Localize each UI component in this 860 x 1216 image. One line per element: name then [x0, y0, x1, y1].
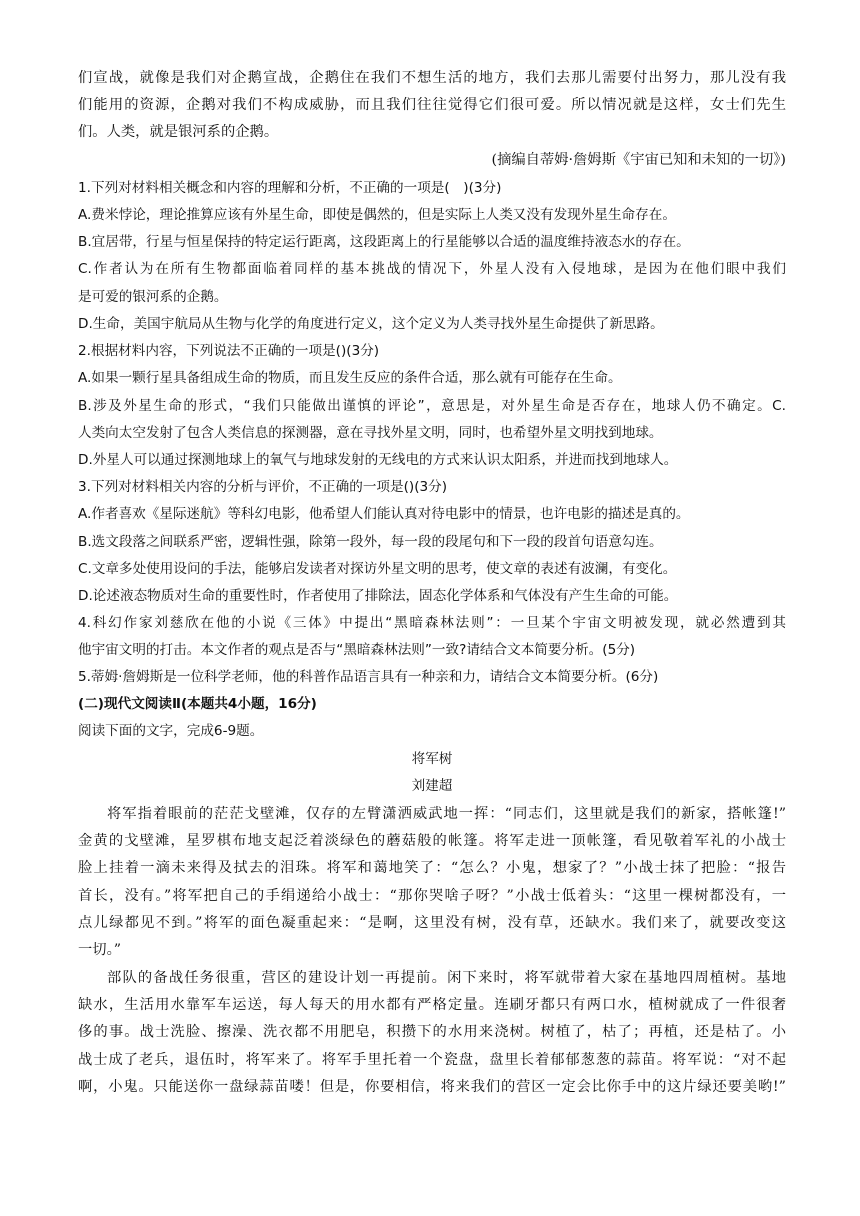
question-2-option-d: D.外星人可以通过探测地球上的氧气与地球发射的无线电的方式来认识太阳系，并进而找到地球人。 [78, 452, 678, 468]
story-line: 点儿绿都见不到。”将军的面色凝重起来：“是啊，这里没有树，没有草，还缺水。我们来了，就要改变这 [78, 915, 786, 931]
story-author: 刘建超 [411, 778, 453, 794]
question-2-option-b: B.涉及外星生命的形式，“我们只能做出谨慎的评论”，意思是，对外星生命是否存在，地球人仍不确定。C. [78, 398, 786, 414]
question-3-option-b: B.选文段落之间联系严密，逻辑性强，除第一段外，每一段的段尾句和下一段的段首句语意勾连。 [78, 534, 663, 550]
story-line: 首长，没有。”将军把自己的手绢递给小战士：“那你哭啥子呀？”小战士低着头：“这里一棵树都没有，一 [78, 888, 786, 904]
question-1-option-b: B.宜居带，行星与恒星保持的特定运行距离，这段距离上的行星能够以合适的温度维持液态水的存在。 [78, 234, 690, 250]
story-line: 侈的事。战士洗脸、擦澡、洗衣都不用肥皂，积攒下的水用来浇树。树植了，枯了；再植，还是枯了。小 [78, 1024, 786, 1040]
story-line: 缺水，生活用水靠军车运送，每人每天的用水都有严格定量。连刷牙都只有两口水，植树就成了一件很奢 [78, 997, 786, 1013]
section-heading: (二)现代文阅读Ⅱ(本题共4小题，16分) [78, 696, 317, 712]
story-line: 将军指着眼前的茫茫戈壁滩，仅存的左臂潇洒威武地一挥：“同志们，这里就是我们的新家，搭帐篷!” [107, 806, 786, 822]
question-2: 2.根据材料内容，下列说法不正确的一项是()(3分) [78, 343, 380, 359]
story-line: 一切。” [78, 942, 122, 958]
passage-line: 们宣战，就像是我们对企鹅宣战，企鹅住在我们不想生活的地方，我们去那儿需要付出努力，那儿没有我 [78, 70, 786, 86]
question-1-option-c: C.作者认为在所有生物都面临着同样的基本挑战的情况下，外星人没有入侵地球，是因为在他们眼中我们 [78, 261, 786, 277]
question-3-option-d: D.论述液态物质对生命的重要性时，作者使用了排除法，固态化学体系和气体没有产生生命的可能。 [78, 588, 678, 604]
passage-line: 们。人类，就是银河系的企鹅。 [78, 124, 279, 140]
question-3: 3.下列对材料相关内容的分析与评价，不正确的一项是()(3分) [78, 479, 448, 495]
story-title: 将军树 [411, 751, 453, 767]
story-line: 部队的备战任务很重，营区的建设计划一再提前。闲下来时，将军就带着大家在基地四周植树。基地 [107, 970, 786, 986]
question-3-option-c: C.文章多处使用设问的手法，能够启发读者对探访外星文明的思考，使文章的表述有波澜，有变化。 [78, 561, 677, 577]
question-4: 4.科幻作家刘慈欣在他的小说《三体》中提出“黑暗森林法则”：一旦某个宇宙文明被发现，就必然遭到其 [78, 615, 786, 631]
question-4-cont: 他宇宙文明的打击。本文作者的观点是否与“黑暗森林法则”一致?请结合文本简要分析。(5分) [78, 642, 636, 658]
story-line: 战士成了老兵，退伍时，将军来了。将军手里托着一个瓷盘，盘里长着郁郁葱葱的蒜苗。将军说：“对不起 [78, 1052, 786, 1068]
section-instruction: 阅读下面的文字，完成6-9题。 [78, 723, 264, 739]
question-1: 1.下列对材料相关概念和内容的理解和分析，不正确的一项是( )(3分) [78, 180, 502, 196]
story-line: 啊，小鬼。只能送你一盘绿蒜苗喽！但是，你要相信，将来我们的营区一定会比你手中的这片绿还要美哟!” [78, 1079, 786, 1095]
story-line: 脸上挂着一滴未来得及拭去的泪珠。将军和蔼地笑了：“怎么？小鬼，想家了？”小战士抹了把脸：“报告 [78, 860, 786, 876]
question-1-option-d: D.生命，美国宇航局从生物与化学的角度进行定义，这个定义为人类寻找外星生命提供了新思路。 [78, 316, 664, 332]
question-5: 5.蒂姆·詹姆斯是一位科学老师，他的科普作品语言具有一种亲和力，请结合文本简要分析。(6分) [78, 669, 659, 685]
passage-source: (摘编自蒂姆·詹姆斯《宇宙已知和未知的一切》) [491, 152, 786, 168]
question-1-option-c-cont: 是可爱的银河系的企鹅。 [78, 289, 228, 305]
question-2-option-c: 人类向太空发射了包含人类信息的探测器，意在寻找外星文明，同时，也希望外星文明找到地球。 [78, 425, 663, 441]
question-1-option-a: A.费米悖论，理论推算应该有外星生命，即使是偶然的，但是实际上人类又没有发现外星生命存在。 [78, 207, 676, 223]
story-line: 金黄的戈壁滩，星罗棋布地支起泛着淡绿色的蘑菇般的帐篷。将军走进一顶帐篷，看见敬着军礼的小战士 [78, 833, 786, 849]
question-2-option-a: A.如果一颗行星具备组成生命的物质，而且发生反应的条件合适，那么就有可能存在生命。 [78, 370, 622, 386]
passage-line: 们能用的资源，企鹅对我们不构成威胁，而且我们往往觉得它们很可爱。所以情况就是这样，女士们先生 [78, 97, 786, 113]
question-3-option-a: A.作者喜欢《星际迷航》等科幻电影，他希望人们能认真对待电影中的情景，也许电影的描述是真的。 [78, 506, 690, 522]
